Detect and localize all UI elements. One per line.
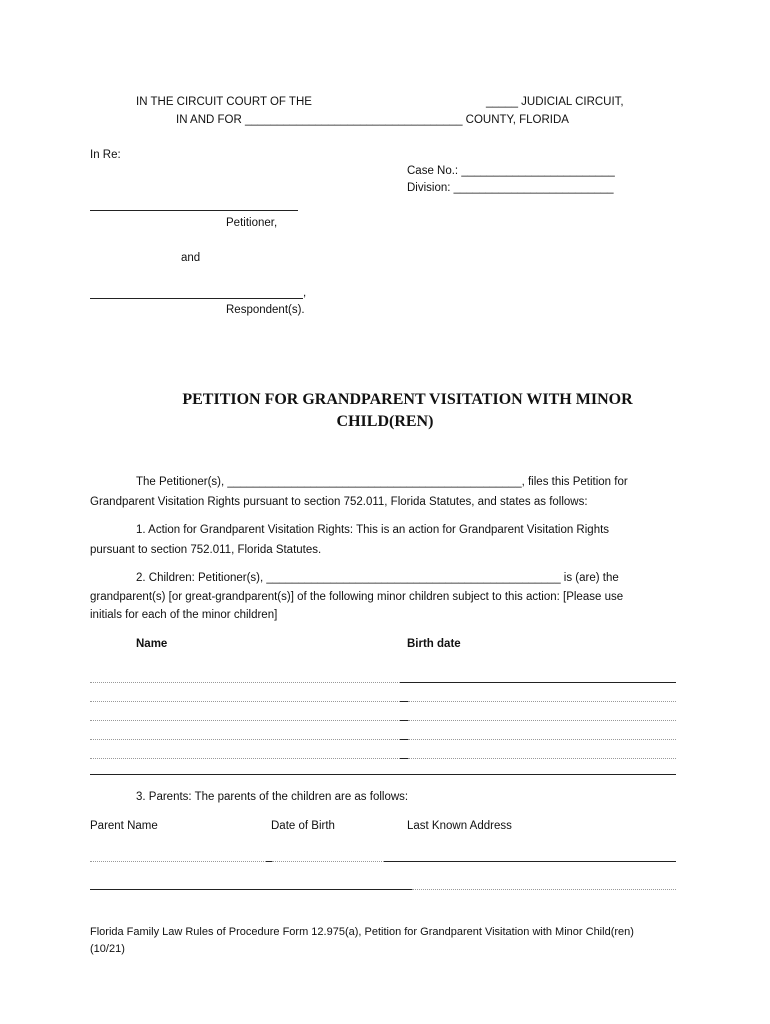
child-name-line <box>90 758 400 759</box>
parent-address-header: Last Known Address <box>407 820 512 832</box>
child-birthdate-line <box>400 720 408 721</box>
item1-line1: 1. Action for Grandparent Visitation Rights: This is an action for Grandparent Visitation Rights <box>136 524 610 536</box>
court-name-line: IN THE CIRCUIT COURT OF THE <box>136 96 312 108</box>
child-birthdate-dotted <box>408 758 676 759</box>
child-name-line <box>90 701 400 702</box>
in-re-label: In Re: <box>90 149 121 161</box>
parent-address-line <box>384 861 676 862</box>
document-title-line2: CHILD(REN) <box>336 413 434 430</box>
child-name-line <box>90 682 400 683</box>
child-birthdate-dotted <box>408 701 676 702</box>
parent-address-line <box>412 889 676 890</box>
children-name-header: Name <box>136 638 168 650</box>
respondent-name-line <box>90 298 303 299</box>
case-number-field: Case No.: ________________________ <box>407 165 615 177</box>
parent-name-header: Parent Name <box>90 820 158 832</box>
child-birthdate-line <box>400 701 408 702</box>
respondent-label: Respondent(s). <box>226 304 305 316</box>
child-birthdate-line <box>400 682 676 683</box>
child-name-line <box>90 720 400 721</box>
form-footer-line2: (10/21) <box>90 943 125 955</box>
parent-name-line <box>90 861 266 862</box>
form-footer-line1: Florida Family Law Rules of Procedure Form 12.975(a), Petition for Grandparent Visitation with Minor Child(ren) <box>90 926 634 938</box>
and-label: and <box>181 252 201 264</box>
petitioner-label: Petitioner, <box>226 217 278 229</box>
item2-line3: initials for each of the minor children] <box>90 609 278 621</box>
child-birthdate-line <box>400 758 408 759</box>
parent-dob-line <box>272 861 384 862</box>
child-birthdate-line <box>400 739 408 740</box>
petitioner-name-line <box>90 210 298 211</box>
child-birthdate-dotted <box>408 739 676 740</box>
item1-line2: pursuant to section 752.011, Florida Statutes. <box>90 544 322 556</box>
division-field: Division: _________________________ <box>407 182 614 194</box>
item2-line1: 2. Children: Petitioner(s), ______________________________________________ is (are) the <box>136 572 619 584</box>
respondent-comma: , <box>303 287 307 299</box>
intro-paragraph-line1: The Petitioner(s), ______________________________________________, files this Petition for <box>136 476 628 488</box>
parent-dob-header: Date of Birth <box>271 820 335 832</box>
document-title-line1: PETITION FOR GRANDPARENT VISITATION WITH MINOR <box>182 391 633 408</box>
parent-name-dob-line <box>90 889 412 890</box>
intro-paragraph-line2: Grandparent Visitation Rights pursuant to section 752.011, Florida Statutes, and states as follows: <box>90 496 588 508</box>
child-name-line <box>90 739 400 740</box>
item2-line2: grandparent(s) [or great-grandparent(s)] of the following minor children subject to this action: [Please use <box>90 591 624 603</box>
children-table-bottom-rule <box>90 774 676 775</box>
item3-parents: 3. Parents: The parents of the children are as follows: <box>136 791 409 803</box>
child-birthdate-dotted <box>408 720 676 721</box>
children-birthdate-header: Birth date <box>407 638 461 650</box>
county-line: IN AND FOR __________________________________ COUNTY, FLORIDA <box>176 114 569 126</box>
judicial-circuit-line: _____ JUDICIAL CIRCUIT, <box>486 96 624 108</box>
